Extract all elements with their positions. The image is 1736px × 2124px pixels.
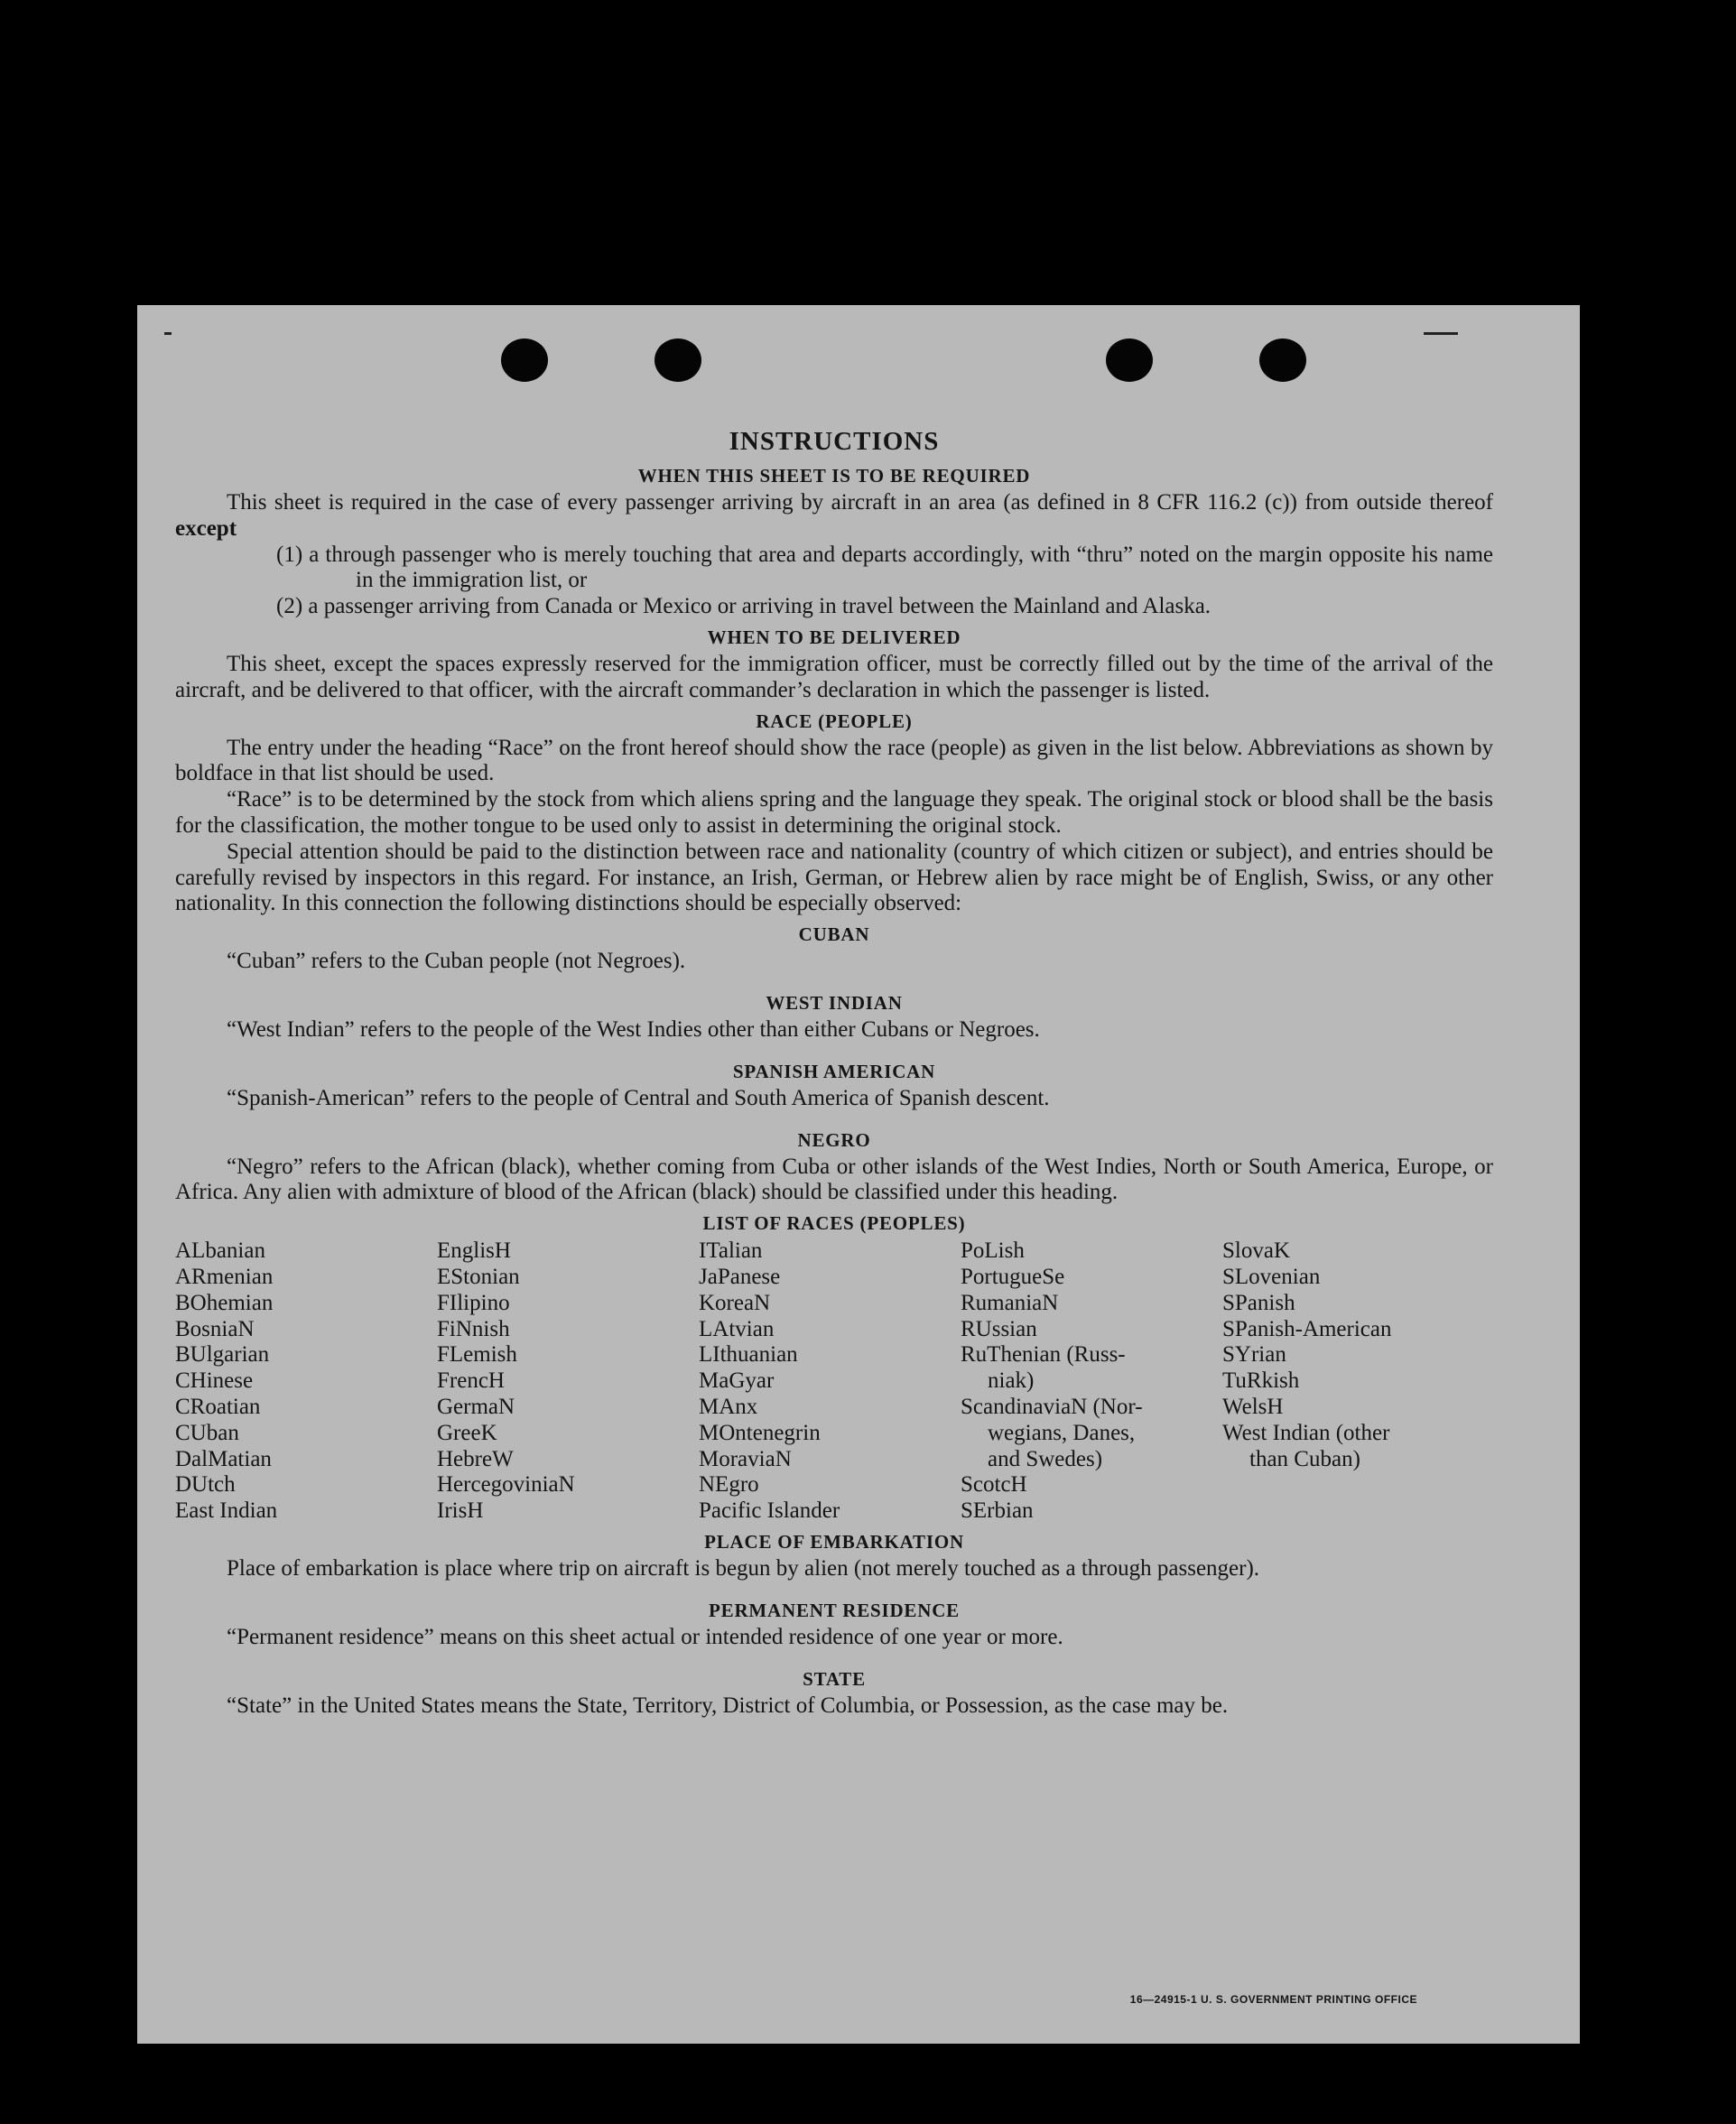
races-list bbox=[175, 1238, 1493, 1525]
race-paragraph-2: “Race” is to be determined by the stock from which aliens spring and the language they speak. The original stock or blood shall be the basis for the classification, the mother tongue to be used only to assist in determining the original stock. bbox=[175, 787, 1493, 838]
race-item: FrencH bbox=[437, 1368, 505, 1394]
race-item: EStonian bbox=[437, 1264, 520, 1289]
race-item: ARmenian bbox=[175, 1264, 274, 1289]
race-item: MoraviaN bbox=[699, 1446, 792, 1471]
race-item: JaPanese bbox=[699, 1264, 781, 1289]
instructions-body bbox=[175, 426, 1493, 1719]
race-item: FLemish bbox=[437, 1342, 517, 1368]
printer-footer: 16—24915-1 U. S. GOVERNMENT PRINTING OFFICE bbox=[1129, 1993, 1417, 2006]
races-column bbox=[961, 1238, 1222, 1525]
race-item: CUban bbox=[175, 1420, 239, 1445]
race-item: SPanish bbox=[1222, 1290, 1295, 1315]
race-item: PoLish bbox=[961, 1238, 1025, 1264]
race-item: niak) bbox=[988, 1368, 1035, 1394]
section-heading-residence: PERMANENT RESIDENCE bbox=[709, 1599, 960, 1621]
race-item: CHinese bbox=[175, 1368, 254, 1394]
section-heading-list: LIST OF RACES (PEOPLES) bbox=[702, 1212, 966, 1235]
page-title: INSTRUCTIONS bbox=[729, 427, 940, 456]
race-item: CRoatian bbox=[175, 1394, 261, 1419]
race-item: MOntenegrin bbox=[699, 1420, 821, 1445]
section-heading-state: STATE bbox=[803, 1667, 866, 1690]
race-paragraph-3: Special attention should be paid to the distinction between race and nationality (country of which citizen or subject), and entries should be carefully revised by inspectors in this regard. For instance, an Irish, German, or Hebrew alien by race might be of English, Swiss, or any other nationality. In this connection the following distinctions should be especially observed: bbox=[175, 839, 1493, 916]
race-item: HercegoviniaN bbox=[437, 1472, 575, 1498]
exception-item-1: (1) a through passenger who is merely touching that area and departs accordingly, with “thru” noted on the margin opposite his name in the immigration list, or bbox=[276, 542, 1493, 593]
race-item: ALbanian bbox=[175, 1238, 265, 1264]
required-intro: This sheet is required in the case of every passenger arriving by aircraft in an area (as defined in 8 CFR 116.2 (c)) from outside thereof except bbox=[175, 490, 1493, 541]
edge-mark bbox=[1424, 332, 1458, 335]
state-text: “State” in the United States means the State, Territory, District of Columbia, or Possession, as the case may be. bbox=[227, 1693, 1229, 1718]
residence-text: “Permanent residence” means on this sheet actual or intended residence of one year or more. bbox=[227, 1624, 1063, 1649]
race-item: IrisH bbox=[437, 1498, 484, 1524]
race-item: ScandinaviaN (Nor- bbox=[961, 1394, 1143, 1419]
races-column bbox=[699, 1238, 961, 1525]
race-item: RUssian bbox=[961, 1316, 1037, 1341]
section-heading-race: RACE (PEOPLE) bbox=[756, 710, 913, 732]
race-item: BUlgarian bbox=[175, 1342, 270, 1368]
race-item: SlovaK bbox=[1222, 1238, 1290, 1264]
race-item: GreeK bbox=[437, 1420, 497, 1445]
races-column bbox=[437, 1238, 699, 1525]
delivered-text: This sheet, except the spaces expressly reserved for the immigration officer, must be correctly filled out by the time of the arrival of the aircraft, and be delivered to that officer, with the aircraft commander’s declaration in which the passenger is listed. bbox=[175, 651, 1493, 702]
race-item: DalMatian bbox=[175, 1446, 272, 1471]
race-item: KoreaN bbox=[699, 1290, 771, 1315]
race-item: LIthuanian bbox=[699, 1342, 798, 1368]
race-item: RumaniaN bbox=[961, 1290, 1059, 1315]
race-item: NEgro bbox=[699, 1472, 759, 1498]
section-heading-spanish-american: SPANISH AMERICAN bbox=[732, 1060, 936, 1082]
race-item: TuRkish bbox=[1222, 1368, 1300, 1394]
cuban-text: “Cuban” refers to the Cuban people (not Negroes). bbox=[227, 949, 686, 974]
exception-item-2: (2) a passenger arriving from Canada or Mexico or arriving in travel between the Mainland and Alaska. bbox=[276, 594, 1211, 619]
punch-hole bbox=[654, 339, 701, 382]
race-item: LAtvian bbox=[699, 1316, 775, 1341]
embarkation-text: Place of embarkation is place where trip on aircraft is begun by alien (not merely touched as a through passenger). bbox=[227, 1555, 1260, 1581]
document-sheet bbox=[137, 305, 1580, 2044]
race-item: BosniaN bbox=[175, 1316, 255, 1341]
punch-hole bbox=[1259, 339, 1306, 382]
section-heading-required: WHEN THIS SHEET IS TO BE REQUIRED bbox=[637, 465, 1031, 487]
race-item: ScotcH bbox=[961, 1472, 1027, 1498]
punch-hole bbox=[501, 339, 548, 382]
race-item: East Indian bbox=[175, 1498, 278, 1524]
race-item: WelsH bbox=[1222, 1394, 1284, 1419]
race-item: and Swedes) bbox=[988, 1446, 1103, 1471]
race-item: HebreW bbox=[437, 1446, 514, 1471]
race-item: BOhemian bbox=[175, 1290, 274, 1315]
edge-mark bbox=[164, 332, 172, 335]
races-column bbox=[1222, 1238, 1484, 1525]
spanish-american-text: “Spanish-American” refers to the people of Central and South America of Spanish descent. bbox=[227, 1085, 1050, 1110]
race-item: ITalian bbox=[699, 1238, 763, 1264]
race-paragraph-1: The entry under the heading “Race” on the front hereof should show the race (people) as given in the list below. Abbreviations as shown by boldface in that list should be used. bbox=[175, 735, 1493, 786]
section-heading-embarkation: PLACE OF EMBARKATION bbox=[704, 1530, 964, 1553]
race-item: GermaN bbox=[437, 1394, 515, 1419]
section-heading-cuban: CUBAN bbox=[798, 923, 870, 946]
race-item: RuThenian (Russ- bbox=[961, 1342, 1126, 1368]
race-item: SYrian bbox=[1222, 1342, 1286, 1368]
punch-hole bbox=[1106, 339, 1153, 382]
section-heading-negro: NEGRO bbox=[797, 1128, 871, 1151]
races-column bbox=[175, 1238, 437, 1525]
race-item: SLovenian bbox=[1222, 1264, 1321, 1289]
race-item: wegians, Danes, bbox=[988, 1420, 1136, 1445]
section-heading-delivered: WHEN TO BE DELIVERED bbox=[707, 626, 961, 648]
west-indian-text: “West Indian” refers to the people of the West Indies other than either Cubans or Negroes. bbox=[227, 1016, 1040, 1042]
negro-text: “Negro” refers to the African (black), whether coming from Cuba or other islands of the West Indies, North or South America, Europe, or Africa. Any alien with admixture of blood of the African (black) should be classified under this heading. bbox=[175, 1154, 1493, 1205]
race-item: FiNnish bbox=[437, 1316, 510, 1341]
race-item: FIlipino bbox=[437, 1290, 510, 1315]
race-item: MaGyar bbox=[699, 1368, 775, 1394]
race-item: Pacific Islander bbox=[699, 1498, 840, 1524]
race-item: West Indian (other bbox=[1222, 1420, 1390, 1445]
race-item: SPanish-American bbox=[1222, 1316, 1392, 1341]
race-item: than Cuban) bbox=[1249, 1446, 1360, 1471]
except-word: except bbox=[175, 515, 237, 541]
race-item: PortugueSe bbox=[961, 1264, 1065, 1289]
race-item: EnglisH bbox=[437, 1238, 511, 1264]
race-item: MAnx bbox=[699, 1394, 758, 1419]
race-item: SErbian bbox=[961, 1498, 1034, 1524]
section-heading-west-indian: WEST INDIAN bbox=[766, 991, 903, 1014]
race-item: DUtch bbox=[175, 1472, 236, 1498]
